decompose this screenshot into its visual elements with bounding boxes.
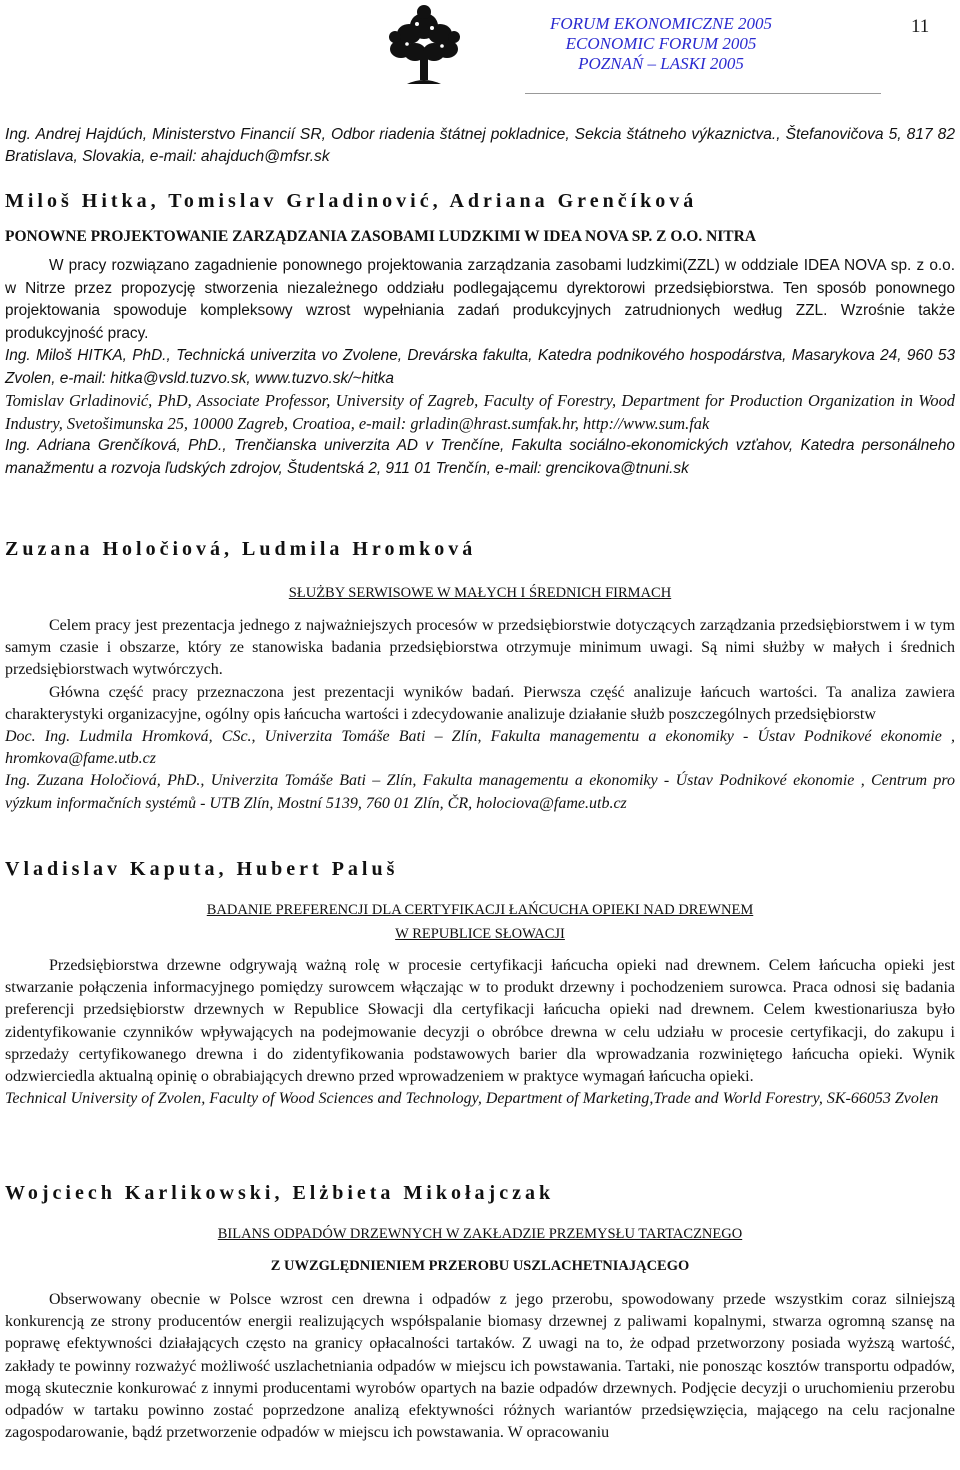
article-authors: Miloš Hitka, Tomislav Grladinović, Adriana Grenčíková — [5, 190, 698, 212]
article-paragraph: Główna część pracy przeznaczona jest prezentacji wyników badań. Pierwsza część analizuje łańcuch wartości. Ta analiza zawiera charakterystyki organizacyjne, ogólny opis łańcucha wartości i zdecydowanie analizuje działanie służb poszczególnych przedsiębiorstw — [5, 683, 955, 723]
article-paragraph: Przedsiębiorstwa drzewne odgrywają ważną rolę w procesie certyfikacji łańcucha opieki nad drewnem. Celem łańcucha opieki jest stwarzanie połączenia informacyjnego pomiędzy surowcem włączając w to produkt drzewny i pochodzeniem surowca. Praca odnosi się badania preferencji przedsiębiorstw drzewnych w Republice Słowacji dla certyfikacji łańcucha opieki nad drewnem. Celem kwestionariusza było zidentyfikowanie czynników wpływających na podejmowanie decyzji o obróbce drewna w celu udziału w procesie certyfikacji, do zakupu i sprzedaży certyfikowanego drewna i do zidentyfikowania podstawowych barier dla wprowadzania rozwiniętego łańcucha opieki. Wynik odzwierciedla aktualną opinię o obrabiających drewno przed wprowadzeniem w praktyce wymagań łańcucha opieki. — [5, 957, 955, 1086]
document-page — [5, 0, 956, 1442]
article-1 — [5, 188, 955, 480]
page-number: 11 — [911, 16, 930, 37]
affiliation-name: Ing. Zuzana Holočiová, PhD. — [5, 772, 201, 790]
affiliation-text: Tomislav Grladinović, PhD, Associate Professor, University of Zagreb, Faculty of Forestry, Department for Production Organization in Wood Industry, Svetošimunska 25, 10000 Zagreb, Croatioa, e-mail: grladin@hrast.sumfak.hr, http://www.sum.fak — [5, 391, 955, 433]
affiliation-item — [5, 345, 955, 390]
header-line-3: POZNAŃ – LASKI 2005 — [578, 54, 744, 73]
article-abstract: W pracy rozwiązano zagadnienie ponownego projektowania zarządzania zasobami ludzkimi(ZZL) w oddziale IDEA NOVA sp. z o.o. w Nitrze przez propozycję stworzenia niezależnego oddziału podlegającemu dyrektorowi przedsiębiorstwa. Ten sposób ponownego projektowania spowoduje kompleksowy wzrost wypełniania zadań produkcyjnych zatrudnionych według ZZL. Wzrośnie także produkcyjność pracy. — [5, 257, 955, 342]
article-authors: Zuzana Holočiová, Ludmila Hromková — [5, 538, 477, 560]
article-2 — [5, 536, 955, 815]
header-line-1: FORUM EKONOMICZNE 2005 — [550, 14, 772, 33]
article-title-line-1: BADANIE PREFERENCJI DLA CERTYFIKACJI ŁAŃCUCHA OPIEKI NAD DREWNEM — [206, 902, 754, 918]
article-title-line-2: Z UWZGLĘDNIENIEM PRZEROBU USZLACHETNIAJĄCEGO — [270, 1258, 690, 1274]
affiliation-text: , Univerzita Tomáše Bati – Zlín, Fakulta managementu a ekonomiky - Ústav Podnikové ekonomie , Centrum pro výzkum informačních systémů - UTB Zlín, Mostní 5139, 760 01 Zlín, ČR, holociova@fame.utb.cz — [5, 772, 956, 812]
article-paragraph: Celem pracy jest prezentacja jednego z najważniejszych procesów w przedsiębiorstwie dotyczących zarządzania przedsiębiorstwem i w tym samym czasie i obszarze, który ze stanowiska badania przedsiębiorstwa otrzymuje minimum uwagi. Są nimi służby w małych i średnich przedsiębiorstwach wytwórczych. — [5, 617, 955, 679]
affiliation-item: Technical University of Zvolen, Faculty of Wood Sciences and Technology, Department of Marketing,Trade and World Forestry, SK-66053 Zvolen — [5, 1090, 939, 1108]
article-3 — [5, 856, 955, 1110]
article-title: PONOWNE PROJEKTOWANIE ZARZĄDZANIA ZASOBAMI LUDZKIMI W IDEA NOVA SP. Z O.O. NITRA — [5, 228, 757, 245]
article-authors: Vladislav Kaputa, Hubert Paluš — [5, 858, 399, 880]
conference-header — [531, 14, 791, 74]
affiliation-item — [5, 435, 955, 480]
affiliation-item — [5, 770, 955, 814]
oak-tree-icon — [387, 4, 462, 86]
article-4 — [5, 1180, 955, 1449]
affiliation-text: , Trenčianska univerzita AD v Trenčíne, Fakulta sociálno-ekonomických vzťahov, Katedra personálneho manažmentu a rozvoja ľudských zdrojov, Študentská 2, 911 01 Trenčín, e-mail: grencikova@tnuni.sk — [5, 437, 955, 477]
article-title: SŁUŻBY SERWISOWE W MAŁYCH I ŚREDNICH FIRMACH — [288, 585, 672, 601]
affiliation-text: , Univerzita Tomáše Bati – Zlín, Fakulta managementu a ekonomiky - Ústav Podnikové ekonomie , hromkova@fame.utb.cz — [5, 728, 955, 768]
affiliation-name: Ing. Miloš HITKA, PhD. — [5, 347, 167, 365]
article-title-line-1: BILANS ODPADÓW DRZEWNYCH W ZAKŁADZIE PRZEMYSŁU TARTACZNEGO — [217, 1226, 743, 1242]
page-header — [5, 0, 955, 98]
affiliation-text: , Technická univerzita vo Zvolene, Drevárska fakulta, Katedra podnikového hospodárstva, Masarykova 24, 960 53 Zvolen, e-mail: hitka@vsld.tuzvo.sk, www.tuzvo.sk/~hitka — [5, 347, 956, 387]
header-rule — [525, 93, 881, 94]
article-authors: Wojciech Karlikowski, Elżbieta Mikołajczak — [5, 1182, 555, 1204]
article-paragraph: Obserwowany obecnie w Polsce wzrost cen drewna i odpadów z jego przerobu, spowodowany przede wszystkim coraz silniejszą konkurencją ze strony producentów energii realizujących współspalanie biomasy drzewnej z paliwami kopalnymi, stwarza ogromną szansę na poprawę efektywności działających często na granicy opłacalności tartaków. Z uwagi na to, że odpad przetworzony posiada wyższą wartość, zakłady te powinny rozważyć możliwość uszlachetniania odpadów w miejscu ich powstawania. Tartaki, nie ponosząc kosztów transportu odpadów, mogą skutecznie konkurować z innymi producentami wyrobów opartych na bazie odpadów drzewnych. Podjęcie decyzji o uruchomieniu przerobu odpadów w tartaku powinno zostać poprzedzone analizą efektywności różnych wariantów przedsięwzięcia, mającego na celu racjonalne zagospodarowanie, bądź przetworzenie odpadów w miejscu ich powstawania. W opracowaniu — [5, 1291, 955, 1442]
article-title-line-2: W REPUBLICE SŁOWACJI — [395, 926, 565, 942]
affiliation-name: Ing. Adriana Grenčíková, PhD. — [5, 437, 223, 455]
affiliation-item — [5, 726, 955, 770]
affiliation-item — [5, 390, 955, 435]
top-affiliation: Ing. Andrej Hajdúch, Ministerstvo Financií SR, Odbor riadenia štátnej pokladnice, Sekcia štátneho výkaznictva., Štefanovičova 5, 817 82 Bratislava, Slovakia, e-mail: ahajduch@mfsr.sk — [5, 126, 955, 165]
affiliation-name: Doc. Ing. Ludmila Hromková, CSc. — [5, 728, 252, 746]
header-line-2: ECONOMIC FORUM 2005 — [565, 34, 757, 53]
